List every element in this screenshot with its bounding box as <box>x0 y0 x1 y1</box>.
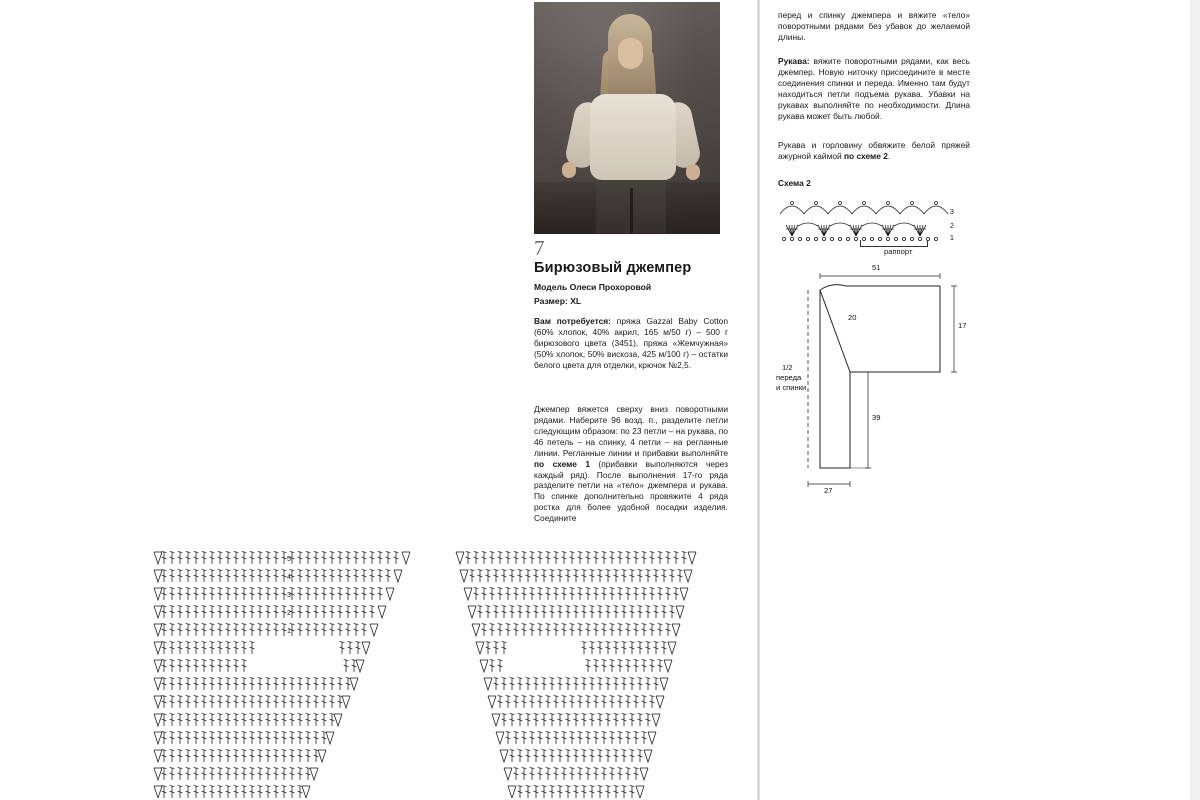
sleeves-label: Рукава: <box>778 56 810 66</box>
scheme1-charts <box>150 548 750 798</box>
instructions-part-b: (прибавки выполняются через каждый ряд). После выполнения 17-го ряда разделите петли на «тело» джемпера и рукава. По спинке дополнительно провяжите 4 ряда ростка для более удобной посадки изделия. Соедините <box>534 458 728 524</box>
photo-jumper <box>590 94 676 180</box>
photo-hand-right <box>686 164 700 180</box>
finishing-part-b: . <box>887 150 891 161</box>
materials-paragraph <box>534 316 728 371</box>
scheme1-rownum-4: 4 <box>287 574 291 581</box>
instructions-part-a: Джемпер вяжется сверху вниз поворотными рядами. Наберите 96 возд. п., разделите петли следующим образом: по 23 петли – на рукава, по 46 петель – на спинку, 4 петли – на регланные линии. Регланные линии и прибавки выполняйте <box>534 404 728 458</box>
scheme1-rownum-5: 5 <box>287 556 291 563</box>
right-paragraph-continued: перед и спинку джемпера и вяжите «тело» поворотными рядами без убавок до желаемой длины. <box>778 10 970 42</box>
dim-body-height: 39 <box>872 413 881 422</box>
materials-text: пряжа Gazzal Baby Cotton (60% хлопок, 40% акрил, 165 м/50 г) – 500 г бирюзового цвета (3451), пряжа «Жемчужная» (50% хлопок, 50% вискоза, 425 м/100 г) – остатки белого цвета для отделки, крючок №2,5. <box>534 316 728 370</box>
model-photo <box>534 2 720 234</box>
scheme2-rownum-2: 2 <box>950 223 954 230</box>
scheme2-reference: по схеме 2 <box>844 150 888 161</box>
scheme1-left-block <box>154 552 410 799</box>
scheme2-chart <box>772 192 962 246</box>
half-front-back-label-2: переда <box>776 373 802 382</box>
sleeves-paragraph <box>778 56 970 122</box>
scheme1-reference: по схеме 1 <box>534 458 591 469</box>
article-author: Модель Олеси Прохоровой <box>534 282 652 292</box>
scheme2-row2 <box>786 223 926 236</box>
rapport-bracket <box>860 240 928 247</box>
finishing-part-a: Рукава и горловину обвяжите белой пряжей ажурной каймой <box>778 140 970 161</box>
dim-side-height: 17 <box>958 321 967 330</box>
scheme1-right-block <box>456 552 696 799</box>
half-front-back-label-3: и спинки <box>776 383 807 392</box>
scheme1-rownum-3: 3 <box>287 592 291 599</box>
instructions-paragraph <box>534 404 728 524</box>
scheme2-svg <box>772 192 962 246</box>
dim-shoulder-slope: 20 <box>848 313 857 322</box>
photo-face <box>618 38 643 69</box>
article-size: Размер: XL <box>534 296 582 306</box>
scheme1-rownum-2: 2 <box>287 610 291 617</box>
article-title: Бирюзовый джемпер <box>534 260 692 276</box>
scheme1-svg <box>150 548 750 798</box>
photo-hand-left <box>562 162 576 178</box>
materials-label: Вам потребуется: <box>534 316 611 326</box>
scheme2-row3 <box>780 202 948 215</box>
page-gutter <box>757 0 760 800</box>
dim-top-width: 51 <box>872 263 881 272</box>
garment-schematic <box>772 263 972 502</box>
scheme1-rownum-1: 1 <box>287 628 291 635</box>
scheme2-rownum-1: 1 <box>950 235 954 242</box>
finishing-paragraph <box>778 140 970 162</box>
dim-bottom-width: 27 <box>824 486 833 495</box>
rapport-label: раппорт <box>884 247 913 256</box>
article-number: 7 <box>534 236 545 260</box>
scheme2-title: Схема 2 <box>778 178 811 188</box>
half-front-back-label-1: 1/2 <box>782 363 793 372</box>
scheme2-rownum-3: 3 <box>950 209 954 216</box>
page-edge <box>1190 0 1200 800</box>
photo-trousers-seam <box>630 188 633 234</box>
sleeves-text: вяжите поворотными рядами, как весь джемпер. Новую ниточку присоедините в месте соединения спинки и переда. Именно там будут находиться петли подъема рукава. Убавки на рукавах выполняйте по необходимости. Длина рукава может быть любой. <box>778 56 970 121</box>
